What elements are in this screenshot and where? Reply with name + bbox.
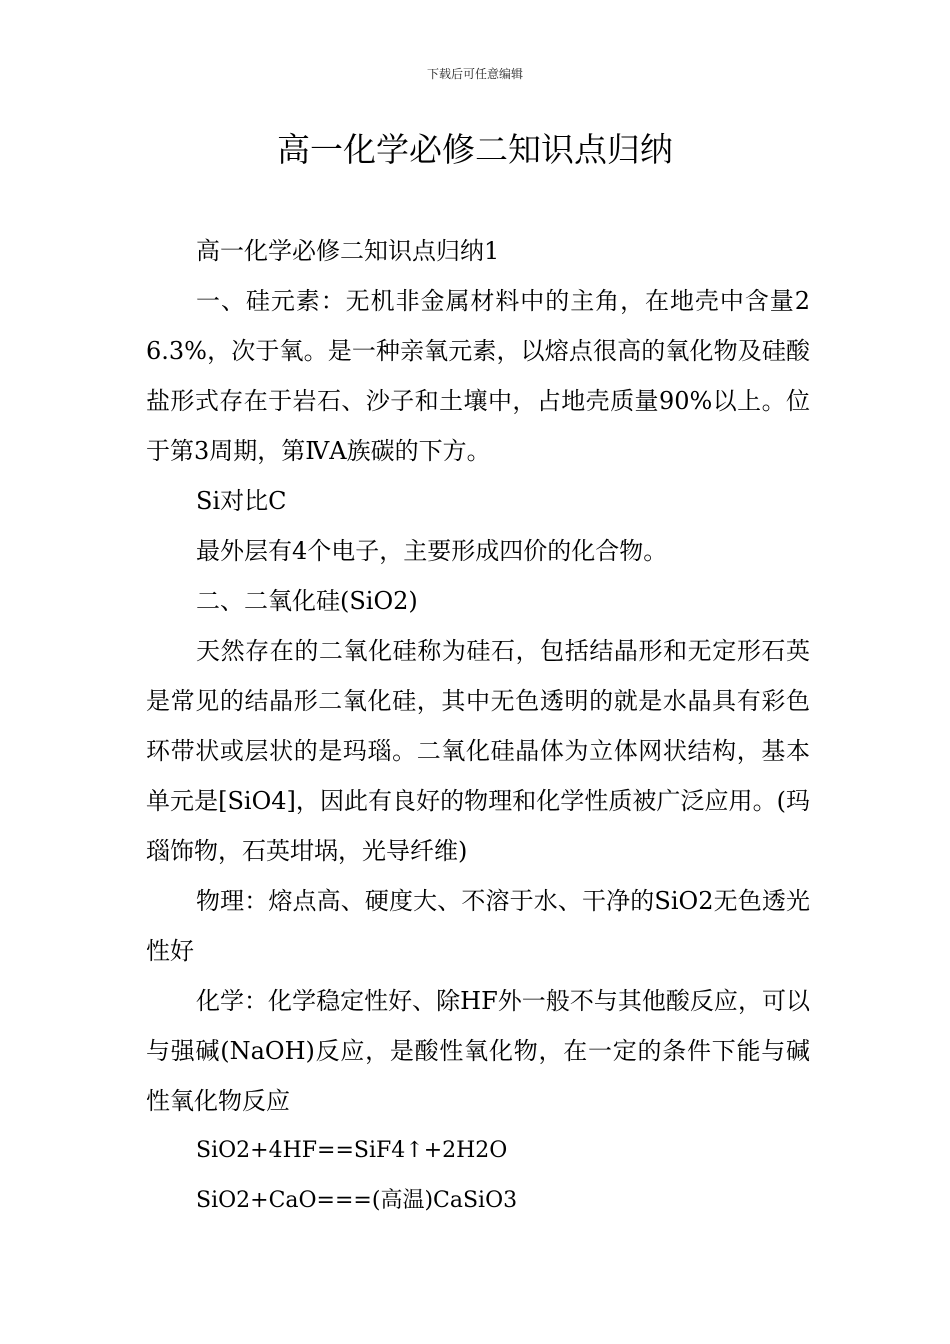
paragraph-chemical-properties: 化学：化学稳定性好、除HF外一般不与其他酸反应，可以与强碱(NaOH)反应，是酸性氧化物，在一定的条件下能与碱性氧化物反应 — [146, 987, 810, 1115]
section-heading: 高一化学必修二知识点归纳1 — [196, 237, 500, 265]
subheading-silicon-dioxide: 二、二氧化硅(SiO2) — [196, 587, 418, 615]
paragraph-silica-description: 天然存在的二氧化硅称为硅石，包括结晶形和无定形石英是常见的结晶形二氧化硅，其中无色透明的就是水晶具有彩色环带状或层状的是玛瑙。二氧化硅晶体为立体网状结构，基本单元是[SiO4]，因此有良好的物理和化学性质被广泛应用。(玛瑙饰物，石英坩埚，光导纤维) — [146, 637, 810, 865]
formula-line: SiO2+CaO===(高温)CaSiO3 — [196, 1188, 518, 1213]
paragraph-physical-properties: 物理：熔点高、硬度大、不溶于水、干净的SiO2无色透光性好 — [146, 887, 810, 965]
formula-line: SiO2+4HF==SiF4↑+2H2O — [196, 1138, 508, 1163]
document-title: 高一化学必修二知识点归纳 — [277, 130, 673, 169]
paragraph-si-vs-c: Si对比C — [196, 487, 287, 515]
document-body — [146, 226, 810, 1226]
paragraph-silicon-element: 一、硅元素：无机非金属材料中的主角，在地壳中含量26.3%，次于氧。是一种亲氧元素，以熔点很高的氧化物及硅酸盐形式存在于岩石、沙子和土壤中，占地壳质量90%以上。位于第3周期，第ⅣA族碳的下方。 — [146, 287, 810, 465]
header-note: 下载后可任意编辑 — [426, 67, 523, 81]
paragraph-outer-electrons: 最外层有4个电子，主要形成四价的化合物。 — [196, 537, 668, 565]
